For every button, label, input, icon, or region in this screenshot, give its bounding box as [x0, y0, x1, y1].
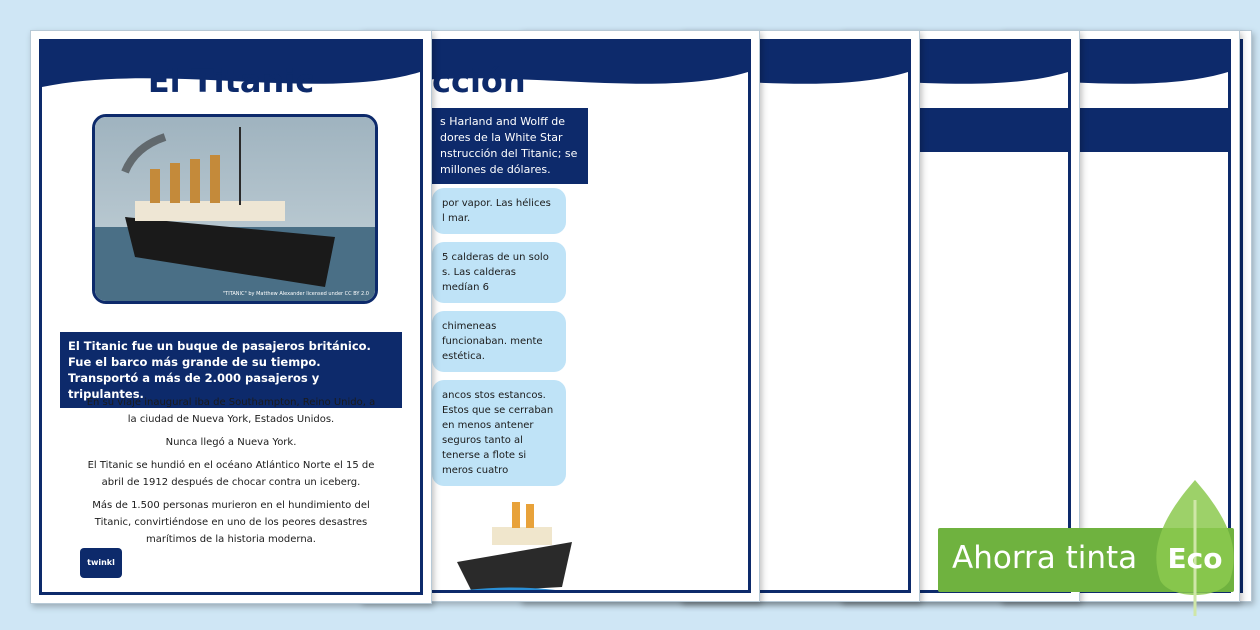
- info-bubble: ancos stos estancos. Estos que se cerraban en menos antener seguros tanto al tenerse a flote si meros cuatro: [432, 380, 566, 486]
- paragraph: Nunca llegó a Nueva York.: [165, 437, 297, 448]
- eco-badge-label: Eco: [1167, 542, 1223, 575]
- twinkl-logo: twinkl: [80, 548, 122, 578]
- ship-illustration: [452, 482, 582, 593]
- bubble-list: [432, 188, 566, 494]
- page-title: El Titanic: [147, 62, 315, 100]
- intro-bar: El Titanic fue un buque de pasajeros británico. Fue el barco más grande de su tiempo. Transportó a más de 2.000 pasajeros y tripulantes.: [60, 332, 402, 408]
- poster-el-titanic: [30, 30, 432, 604]
- eco-banner-text: Ahorra tinta: [952, 540, 1138, 576]
- page-title: cción: [432, 62, 526, 100]
- info-bubble: 5 calderas de un solo s. Las calderas medían 6: [432, 242, 566, 303]
- paragraph: En su viaje inaugural iba de Southampton, Reino Unido, a la ciudad de Nueva York, Estados Unidos.: [86, 397, 376, 425]
- body-text: [82, 394, 380, 554]
- info-bubble: por vapor. Las hélices l mar.: [432, 188, 566, 234]
- titanic-photo: [92, 114, 378, 304]
- paragraph: El Titanic se hundió en el océano Atlántico Norte el 15 de abril de 1912 después de chocar contra un iceberg.: [87, 460, 375, 488]
- info-bubble: chimeneas funcionaban. mente estética.: [432, 311, 566, 372]
- photo-credit: "TITANIC" by Matthew Alexander licensed under CC BY 2.0: [222, 291, 369, 297]
- info-bar: s Harland and Wolff de dores de la White Star nstrucción del Titanic; se millones de dólares.: [432, 108, 588, 184]
- paragraph: Más de 1.500 personas murieron en el hundimiento del Titanic, convirtiéndose en uno de los peores desastres marítimos de la historia moderna.: [92, 500, 370, 545]
